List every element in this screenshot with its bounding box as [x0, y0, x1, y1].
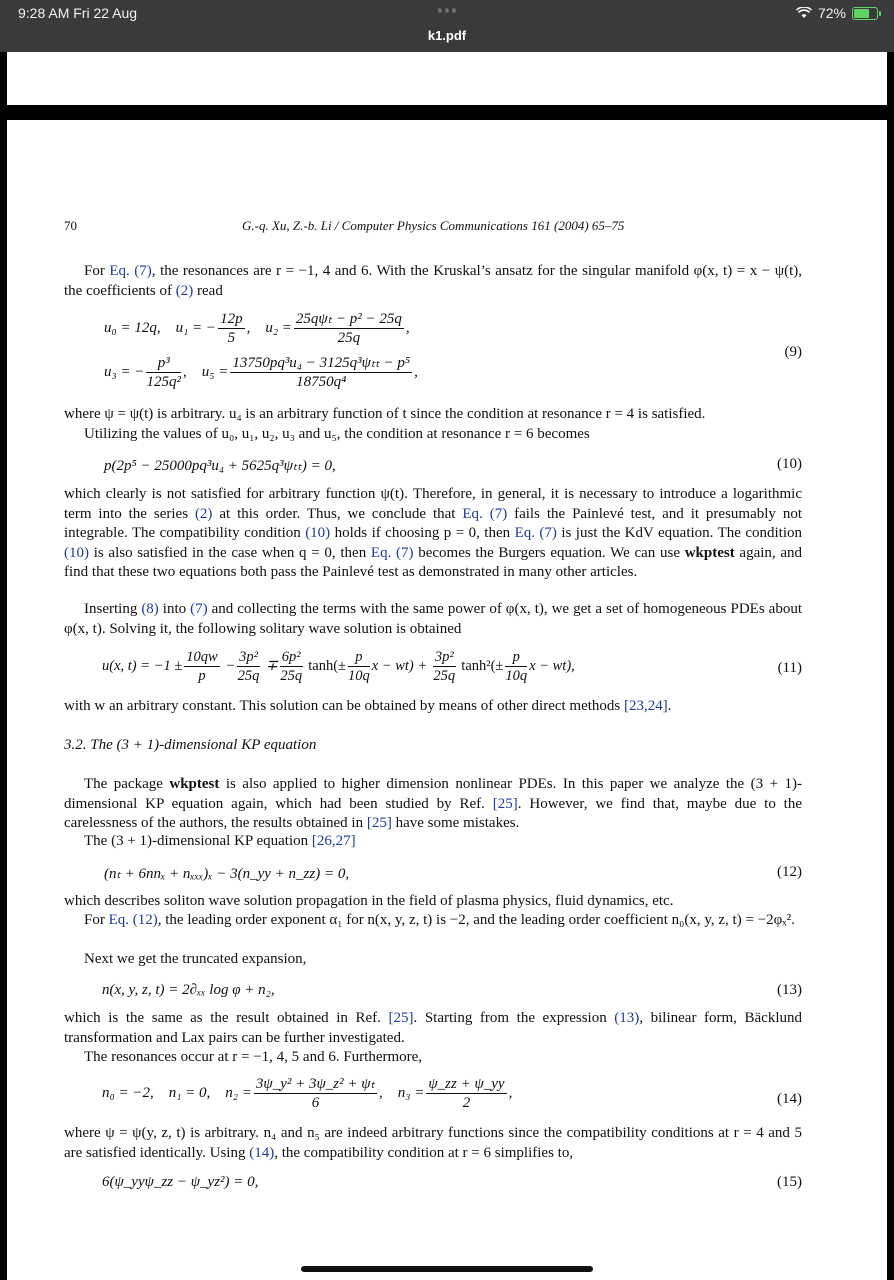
paragraph-logarithmic: which clearly is not satisfied for arbitrary function ψ(t). Therefore, in general, it is necessary to introduce a logarithmic term into the series (2) at this order. Thus, we conclude that Eq. (7) fails the Painlevé test, and it presumably not integrable. The compatibility condition (10) holds if choosing p = 0, then Eq. (7) is just the KdV equation. The condition (10) is also satisfied in the case when q = 0, then Eq. (7) becomes the Burgers equation. We can use wkptest again, and find that these two equations both pass the Painlevé test as demonstrated in many other articles. [64, 486, 803, 580]
link-eq7[interactable]: Eq. (7) [462, 505, 508, 522]
section-heading: 3.2. The (3 + 1)-dimensional KP equation [64, 737, 317, 753]
eq-term: u₂ = [265, 319, 292, 336]
battery-icon [852, 7, 878, 20]
text: where ψ = ψ(t) is arbitrary. u₄ is an arbitrary function of t since the condition at resonance r = 4 is satisfied. [64, 406, 706, 422]
equation-number: (14) [777, 1091, 802, 1107]
equation-10 [64, 456, 802, 478]
fraction: $\frac{\text{p³}}{\text{125q²}}$ [146, 355, 181, 390]
link-ref25[interactable]: [25] [388, 1010, 414, 1026]
paragraph-package: The package wkptest is also applied to higher dimension nonlinear PDEs. In this paper we analyze the (3 + 1)-dimensional KP equation again, which had been studied by Ref. [25]. However, we find that, maybe due to the carelessness of the authors, the results obtained in [25] have some mistakes. [64, 776, 802, 831]
link-ref25[interactable]: [25] [492, 795, 518, 812]
equation-12 [64, 864, 802, 886]
paragraph-truncated: Next we get the truncated expansion, [84, 951, 307, 967]
status-right [796, 5, 878, 21]
equation-number: (13) [777, 982, 802, 998]
eq-term: u₅ = [201, 363, 229, 380]
equation-number: (10) [777, 456, 802, 472]
paragraph-arbitrary-constant: with w an arbitrary constant. This solution can be obtained by means of other direct methods [23,24]. [64, 698, 672, 714]
text: , the resonances are r = −1, 4 and 6. With the Kruskal’s ansatz for the singular manifold φ(x, t) = x − ψ(t), the coefficients of [64, 263, 802, 299]
multitask-dots[interactable] [438, 8, 456, 14]
paragraph-resonances [64, 262, 802, 301]
status-bar [0, 0, 894, 26]
text: For [84, 263, 110, 279]
link-ref10[interactable]: (10) [64, 544, 89, 561]
fraction: $\frac{\text{6p²}}{25q}$ [280, 649, 303, 684]
battery-percent: 72% [817, 5, 846, 21]
paragraph-psi-arbitrary [64, 405, 802, 425]
paragraph-inserting: Inserting (8) into (7) and collecting the terms with the same power of φ(x, t), we get a set of homogeneous PDEs about φ(x, t). Solving it, the following solitary wave solution is obtained [64, 601, 802, 637]
document-filename[interactable]: k1.pdf [427, 28, 467, 43]
equation-number: (15) [777, 1174, 802, 1190]
equation-9: u₀ = 12q, u₁ = − $\frac{12p}{5}$ , u₂ = $\frac{\text{25qψₜ − p² − 25q}}{25q}$ , u₃ = − $\frac{\text{p³}}{\text{125q²}}$ , u₅ = $\frac{\text{13750pq³u₄ − 3125q³ψₜₜ − p⁵}}{\text{18750q⁴}}$ , (9) [104, 311, 802, 390]
document-title-bar [0, 26, 894, 52]
wifi-icon [796, 7, 812, 19]
eq-term: u₁ = − [175, 319, 217, 336]
fraction: $\frac{\text{25qψₜ − p² − 25q}}{25q}$ [295, 311, 402, 346]
equation-number: (12) [777, 864, 802, 880]
fraction: $\frac{\psi\_zz + \psi\_yy}{2}$ [428, 1076, 505, 1111]
link-eq7[interactable]: Eq. (7) [109, 263, 152, 279]
link-eq12[interactable]: Eq. (12) [108, 912, 158, 928]
eq-term: u₃ = − [104, 363, 145, 380]
link-eq7[interactable]: Eq. (7) [514, 525, 557, 541]
eq-term: 6(ψ_yyψ_zz − ψ_yz²) = 0, [102, 1174, 259, 1190]
journal-citation: G.-q. Xu, Z.-b. Li / Computer Physics Communications 161 (2004) 65–75 [242, 218, 625, 233]
paragraph-kp-equation: The (3 + 1)-dimensional KP equation [26,27] [84, 833, 356, 849]
paragraph-utilizing [64, 425, 802, 445]
link-ref7[interactable]: (7) [190, 601, 208, 617]
paragraph-resonances-occur: The resonances occur at r = −1, 4, 5 and 6. Furthermore, [84, 1049, 423, 1065]
link-ref2[interactable]: (2) [175, 282, 194, 299]
link-ref14[interactable]: (14) [249, 1144, 275, 1161]
link-ref26-27[interactable]: [26,27] [311, 833, 356, 849]
paragraph-soliton: which describes soliton wave solution propagation in the field of plasma physics, fluid dynamics, etc. [64, 893, 674, 909]
fraction: $\frac{\text{3ψ\_y² + 3ψ\_z² + ψₜ}}{6}$ [255, 1076, 375, 1111]
home-indicator[interactable] [301, 1266, 593, 1272]
paragraph-same-result: which is the same as the result obtained in Ref. [25]. Starting from the expression (13), bilinear form, Bäcklund transformation and Lax pairs can be further investigated. [64, 1010, 802, 1046]
equation-15 [64, 1174, 802, 1196]
status-time: 9:28 AM Fri 22 Aug [18, 5, 138, 21]
eq-term: (nₜ + 6nnₓ + nₓₓₓ)ₓ − 3(n_yy + n_zz) = 0, [104, 866, 350, 882]
fraction: $\frac{\text{3p²}}{25q}$ [237, 649, 260, 684]
link-ref13[interactable]: (13) [614, 1010, 640, 1026]
fraction: $\frac{10qw}{p}$ [186, 649, 218, 684]
equation-number: (9) [784, 344, 802, 360]
link-ref8[interactable]: (8) [141, 601, 159, 617]
equation-13 [64, 982, 802, 1004]
package-name: wkptest [169, 776, 220, 792]
link-ref10[interactable]: (10) [305, 525, 331, 541]
fraction: $\frac{\text{3p²}}{25q}$ [433, 649, 456, 684]
previous-page-bottom [7, 52, 887, 105]
fraction: $\frac{p}{10q}$ [505, 649, 528, 684]
link-ref2[interactable]: (2) [194, 505, 213, 522]
paragraph-leading-order: For Eq. (12), the leading order exponent α₁ for n(x, y, z, t) is −2, and the leading order coefficient n₀(x, y, z, t) = −2φₓ². [84, 912, 795, 928]
fraction: $\frac{12p}{5}$ [220, 311, 243, 346]
equation-number: (11) [777, 660, 802, 676]
text: Utilizing the values of u₀, u₁, u₂, u₃ and u₅, the condition at resonance r = 6 becomes [84, 426, 590, 442]
eq-term: n(x, y, z, t) = 2∂ₓₓ log φ + n₂, [102, 982, 275, 998]
page-number: 70 [64, 218, 77, 233]
text: read [193, 282, 223, 299]
battery-level [854, 9, 869, 18]
package-name: wkptest [684, 544, 735, 561]
link-ref23-24[interactable]: [23,24] [624, 698, 668, 714]
fraction: $\frac{p}{10q}$ [348, 649, 370, 684]
equation-11: u(x, t) = −1 ± $\frac{10qw}{p}$ − $\frac{\text{3p²}}{25q}$ ∓ $\frac{\text{6p²}}{25q}$ tanh(± $\frac{p}{10q}$ x − wt) + $\frac{\text{3p²}}{25q}$ tanh²(± $\frac{p}{10q}$ x − wt), (11) [102, 649, 802, 684]
equation-14: n₀ = −2, n₁ = 0, n₂ = $\frac{\text{3ψ\_y² + 3ψ\_z² + ψₜ}}{6}$ , n₃ = $\frac{\psi\_zz + \psi\_yy}{2}$ , (14) [102, 1076, 802, 1111]
link-ref25[interactable]: [25] [366, 815, 392, 831]
fraction: $\frac{\text{13750pq³u₄ − 3125q³ψₜₜ − p⁵}}{\text{18750q⁴}}$ [232, 355, 411, 390]
eq-term: p(2p⁵ − 25000pq³u₄ + 5625q³ψₜₜ) = 0, [104, 458, 336, 474]
eq-term: u₀ = 12q, [104, 319, 161, 336]
paragraph-compatibility: where ψ = ψ(y, z, t) is arbitrary. n₄ and n₅ are indeed arbitrary functions since the compatibility conditions at r = 4 and 5 are satisfied identically. Using (14), the compatibility condition at r = 6 simplifies to, [64, 1125, 802, 1161]
link-eq7[interactable]: Eq. (7) [370, 544, 414, 561]
